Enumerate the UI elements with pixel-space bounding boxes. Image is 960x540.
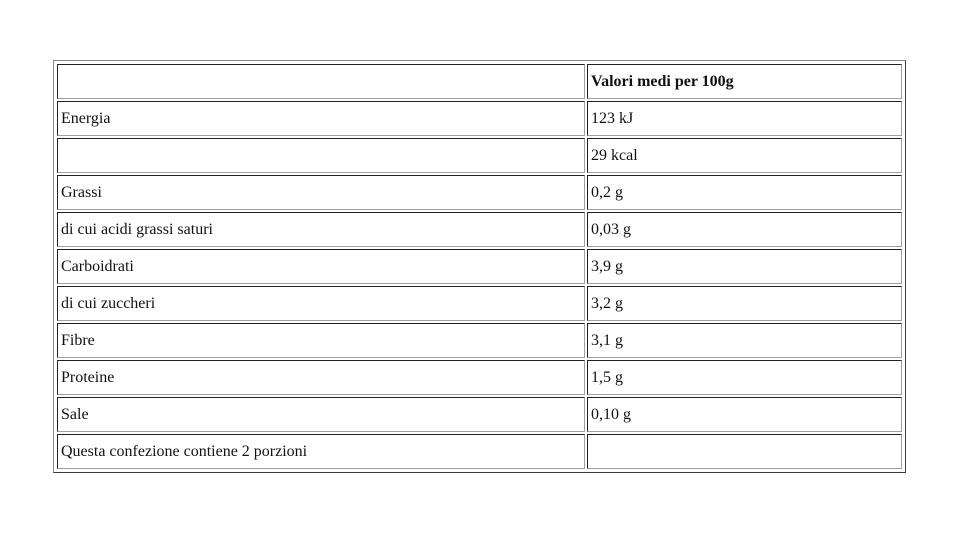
row-label-sale: Sale	[57, 397, 585, 432]
row-value-porzioni	[587, 434, 902, 469]
row-label-grassi: Grassi	[57, 175, 585, 210]
row-value-carboidrati: 3,9 g	[587, 249, 902, 284]
table-row	[57, 360, 902, 395]
row-value-fibre: 3,1 g	[587, 323, 902, 358]
row-value-proteine: 1,5 g	[587, 360, 902, 395]
row-value-energia-kcal: 29 kcal	[587, 138, 902, 173]
table-header-row	[57, 64, 902, 99]
row-value-energia-kj: 123 kJ	[587, 101, 902, 136]
row-value-sale: 0,10 g	[587, 397, 902, 432]
row-label-fibre: Fibre	[57, 323, 585, 358]
header-label-cell	[57, 64, 585, 99]
nutrition-table	[55, 62, 904, 471]
table-row	[57, 434, 902, 469]
row-label-energia: Energia	[57, 101, 585, 136]
row-label-carboidrati: Carboidrati	[57, 249, 585, 284]
table-row	[57, 101, 902, 136]
row-value-grassi: 0,2 g	[587, 175, 902, 210]
table-row	[57, 323, 902, 358]
table-row	[57, 397, 902, 432]
row-label-porzioni: Questa confezione contiene 2 porzioni	[57, 434, 585, 469]
table-row	[57, 212, 902, 247]
header-value-cell: Valori medi per 100g	[587, 64, 902, 99]
row-value-saturi: 0,03 g	[587, 212, 902, 247]
table-row	[57, 249, 902, 284]
row-label-empty	[57, 138, 585, 173]
nutrition-table-frame	[53, 60, 906, 473]
row-value-zuccheri: 3,2 g	[587, 286, 902, 321]
table-row	[57, 286, 902, 321]
row-label-proteine: Proteine	[57, 360, 585, 395]
table-row	[57, 138, 902, 173]
row-label-saturi: di cui acidi grassi saturi	[57, 212, 585, 247]
table-row	[57, 175, 902, 210]
row-label-zuccheri: di cui zuccheri	[57, 286, 585, 321]
